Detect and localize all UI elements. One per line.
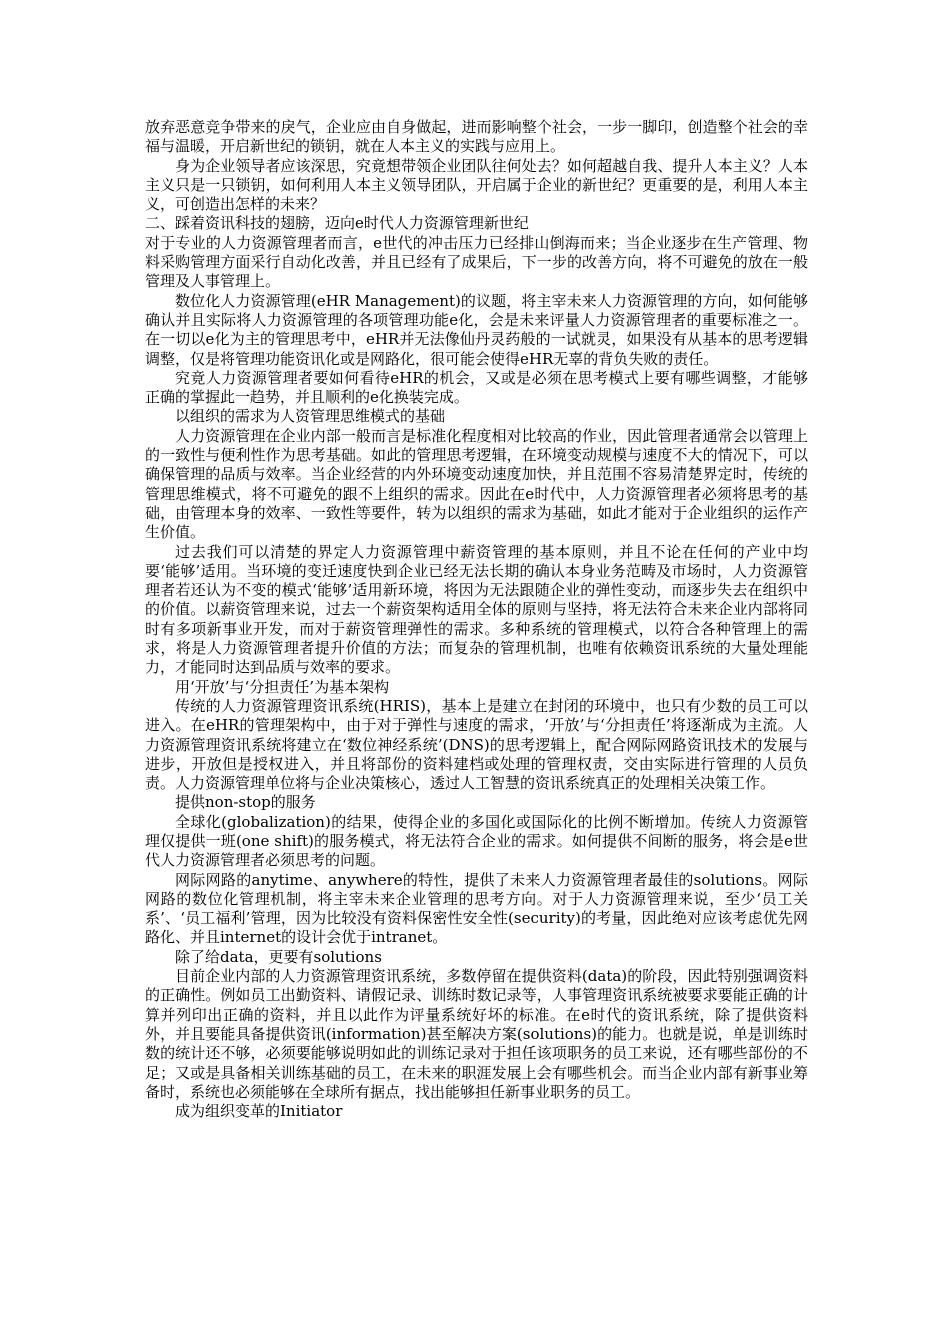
paragraph: 人力资源管理在企业内部一般而言是标准化程度相对比较高的作业，因此管理者通常会以管理上的一致性与便利性作为思考基础。如此的管理思考逻辑，在环境变动规模与速度不大的情况下，可以确保管理的品质与效率。当企业经营的内外环境变动速度加快，并且范围不容易清楚界定时，传统的管理思维模式，将不可避免的跟不上组织的需求。因此在e时代中，人力资源管理者必须将思考的基础，由管理本身的效率、一致性等要件，转为以组织的需求为基础，如此才能对于企业组织的运作产生价值。: [145, 426, 808, 542]
paragraph: 放弃恶意竞争带来的戾气，企业应由自身做起，进而影响整个社会，一步一脚印，创造整个社会的幸福与温暖，开启新世纪的锁钥，就在人本主义的实践与应用上。: [145, 118, 808, 156]
paragraph: 过去我们可以清楚的界定人力资源管理中薪资管理的基本原则，并且不论在任何的产业中均要‘能够’适用。当环境的变迁速度快到企业已经无法长期的确认本身业务范畴及市场时，人力资源管理者若还认为不变的模式‘能够’适用新环境，将因为无法跟随企业的弹性变动，而逐步失去在组织中的价值。以薪资管理来说，过去一个薪资架构适用全体的原则与坚持，将无法符合未来企业内部将同时有多项新事业开发，而对于薪资管理弹性的需求。多种系统的管理模式，以符合各种管理上的需求，将是人力资源管理者提升价值的方法；而复杂的管理机制，也唯有依赖资讯系统的大量处理能力，才能同时达到品质与效率的要求。: [145, 542, 808, 677]
document-body: [145, 118, 808, 1121]
subheading: 用‘开放’与‘分担责任’为基本架构: [175, 677, 390, 696]
section-heading: 二、踩着资讯科技的翅膀，迈向e时代人力资源管理新世纪: [145, 214, 529, 233]
paragraph: 传统的人力资源管理资讯系统(HRIS)，基本上是建立在封闭的环境中，也只有少数的员工可以进入。在eHR的管理架构中，由于对于弹性与速度的需求，‘开放’与‘分担责任’将逐渐成为主流。人力资源管理资讯系统将建立在‘数位神经系统’(DNS)的思考逻辑上，配合网际网路资讯技术的发展与进步，开放但是授权进入，并且将部份的资料建档或处理的管理权责，交由实际进行管理的人员负责。人力资源管理单位将与企业决策核心，透过人工智慧的资讯系统真正的处理相关决策工作。: [145, 696, 808, 793]
paragraph: 网际网路的anytime、anywhere的特性，提供了未来人力资源管理者最佳的solutions。网际网路的数位化管理机制，将主宰未来企业管理的思考方向。对于人力资源管理来说，至少‘员工关系’、‘员工福利’管理，因为比较没有资料保密性安全性(security)的考量，因此绝对应该考虑优先网路化、并且internet的设计会优于intranet。: [145, 870, 808, 947]
paragraph: 全球化(globalization)的结果，使得企业的多国化或国际化的比例不断增加。传统人力资源管理仅提供一班(one shift)的服务模式，将无法符合企业的需求。如何提供不间断的服务，将会是e世代人力资源管理者必须思考的问题。: [145, 812, 808, 870]
subheading: 成为组织变革的Initiator: [175, 1102, 343, 1121]
paragraph: 究竟人力资源管理者要如何看待eHR的机会，又或是必须在思考模式上要有哪些调整，才能够正确的掌握此一趋势，并且顺利的e化换装完成。: [145, 368, 808, 407]
paragraph: 对于专业的人力资源管理者而言，e世代的冲击压力已经排山倒海而来；当企业逐步在生产管理、物料采购管理方面采行自动化改善，并且已经有了成果后，下一步的改善方向，将不可避免的放在一般管理及人事管理上。: [145, 233, 808, 291]
subheading: 除了给data，更要有solutions: [175, 947, 382, 966]
paragraph: 数位化人力资源管理(eHR Management)的议题，将主宰未来人力资源管理的方向，如何能够确认并且实际将人力资源管理的各项管理功能e化，会是未来评量人力资源管理者的重要标准之一。在一切以e化为主的管理思考中，eHR并无法像仙丹灵药般的一试就灵，如果没有从基本的思考逻辑调整，仅是将管理功能资讯化或是网路化，很可能会使得eHR无辜的背负失败的责任。: [145, 291, 808, 368]
paragraph: 目前企业内部的人力资源管理资讯系统，多数停留在提供资料(data)的阶段，因此特别强调资料的正确性。例如员工出勤资料、请假记录、训练时数记录等，人事管理资讯系统被要求要能正确的计算并列印出正确的资料，并且以此作为评量系统好坏的标准。在e时代的资讯系统，除了提供资料外，并且要能具备提供资讯(information)甚至解决方案(solutions)的能力。也就是说，单是训练时数的统计还不够，必须要能够说明如此的训练记录对于担任该项职务的员工来说，还有哪些部份的不足；又或是具备相关训练基础的员工，在未来的职涯发展上会有哪些机会。而当企业内部有新事业筹备时，系统也必须能够在全球所有据点，找出能够担任新事业职务的员工。: [145, 967, 808, 1101]
paragraph: 身为企业领导者应该深思，究竟想带领企业团队往何处去？如何超越自我、提升人本主义？人本主义只是一只锁钥，如何利用人本主义领导团队，开启属于企业的新世纪？更重要的是，利用人本主义，可创造出怎样的未来？: [145, 156, 808, 214]
subheading: 以组织的需求为人资管理思维模式的基础: [175, 407, 446, 426]
subheading: 提供non-stop的服务: [175, 793, 316, 812]
